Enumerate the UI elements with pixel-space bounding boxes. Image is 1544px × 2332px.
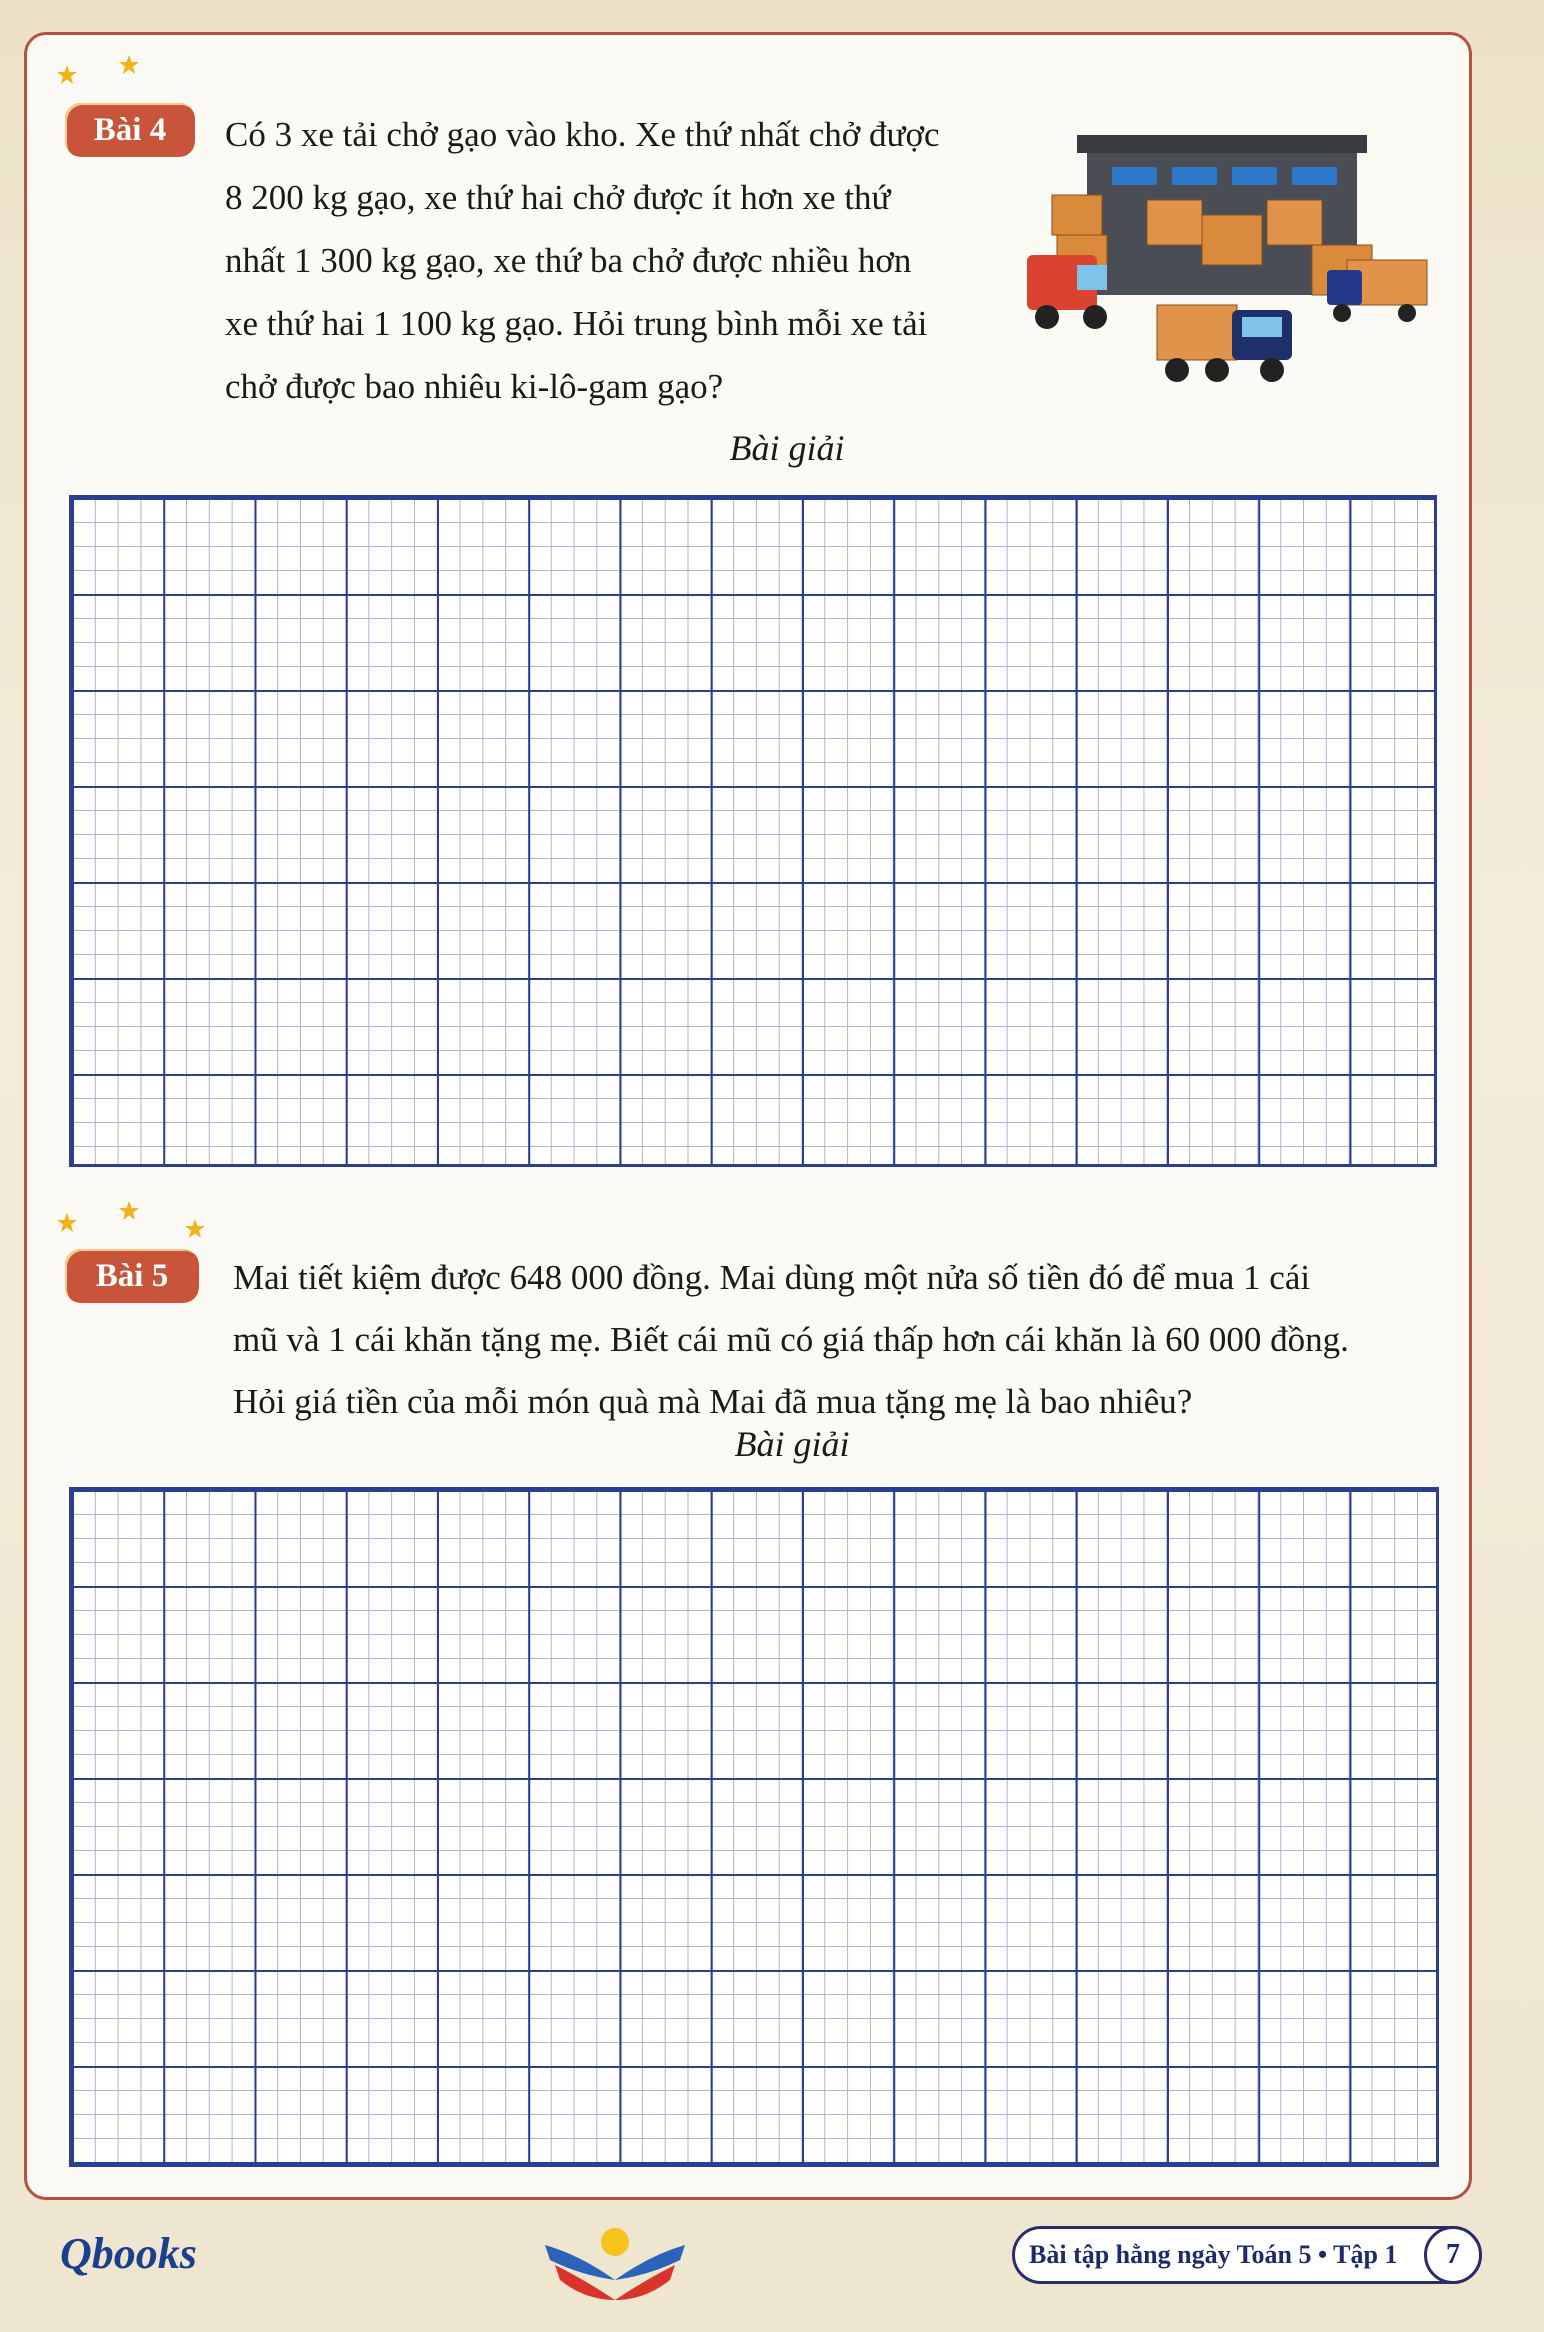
book-title: Bài tập hằng ngày Toán 5 • Tập 1 (1029, 2240, 1398, 2269)
problem-4-solution-heading: Bài giải (729, 428, 845, 468)
problem-4-line: chở được bao nhiêu ki-lô-gam gạo? (225, 367, 724, 406)
star-icon (119, 1201, 139, 1221)
footer-book-label (1012, 2226, 1482, 2284)
warehouse-trucks-illustration (1027, 125, 1457, 395)
problem-4-line: 8 200 kg gạo, xe thứ hai chở được ít hơn xe thứ (225, 178, 891, 217)
problem-5-badge: Bài 5 (65, 1249, 199, 1303)
publisher-logo: Qbooks (60, 2229, 197, 2278)
problem-5-text (233, 1247, 1349, 1433)
problem-4-text (225, 103, 940, 418)
problem-4-line: Có 3 xe tải chở gạo vào kho. Xe thứ nhất chở được (225, 115, 940, 154)
star-icon (57, 65, 77, 85)
page-number: 7 (1424, 2226, 1482, 2284)
problem-4-line: nhất 1 300 kg gạo, xe thứ ba chở được nhiều hơn (225, 241, 912, 280)
star-icon (119, 55, 139, 75)
problem-4-answer-grid[interactable] (69, 495, 1437, 1167)
problem-4-line: xe thứ hai 1 100 kg gạo. Hỏi trung bình mỗi xe tải (225, 304, 928, 343)
publisher-emblem-icon (540, 2220, 690, 2310)
problem-5-answer-grid[interactable] (69, 1487, 1439, 2167)
exercise-panel (24, 32, 1472, 2200)
star-icon (57, 1213, 77, 1233)
star-icon (185, 1219, 205, 1239)
problem-4-badge: Bài 4 (65, 103, 195, 157)
problem-5-line: Hỏi giá tiền của mỗi món quà mà Mai đã mua tặng mẹ là bao nhiêu? (233, 1382, 1193, 1421)
problem-5-solution-heading: Bài giải (734, 1424, 850, 1464)
problem-5-line: mũ và 1 cái khăn tặng mẹ. Biết cái mũ có giá thấp hơn cái khăn là 60 000 đồng. (233, 1320, 1349, 1359)
problem-5-line: Mai tiết kiệm được 648 000 đồng. Mai dùng một nửa số tiền đó để mua 1 cái (233, 1258, 1311, 1297)
